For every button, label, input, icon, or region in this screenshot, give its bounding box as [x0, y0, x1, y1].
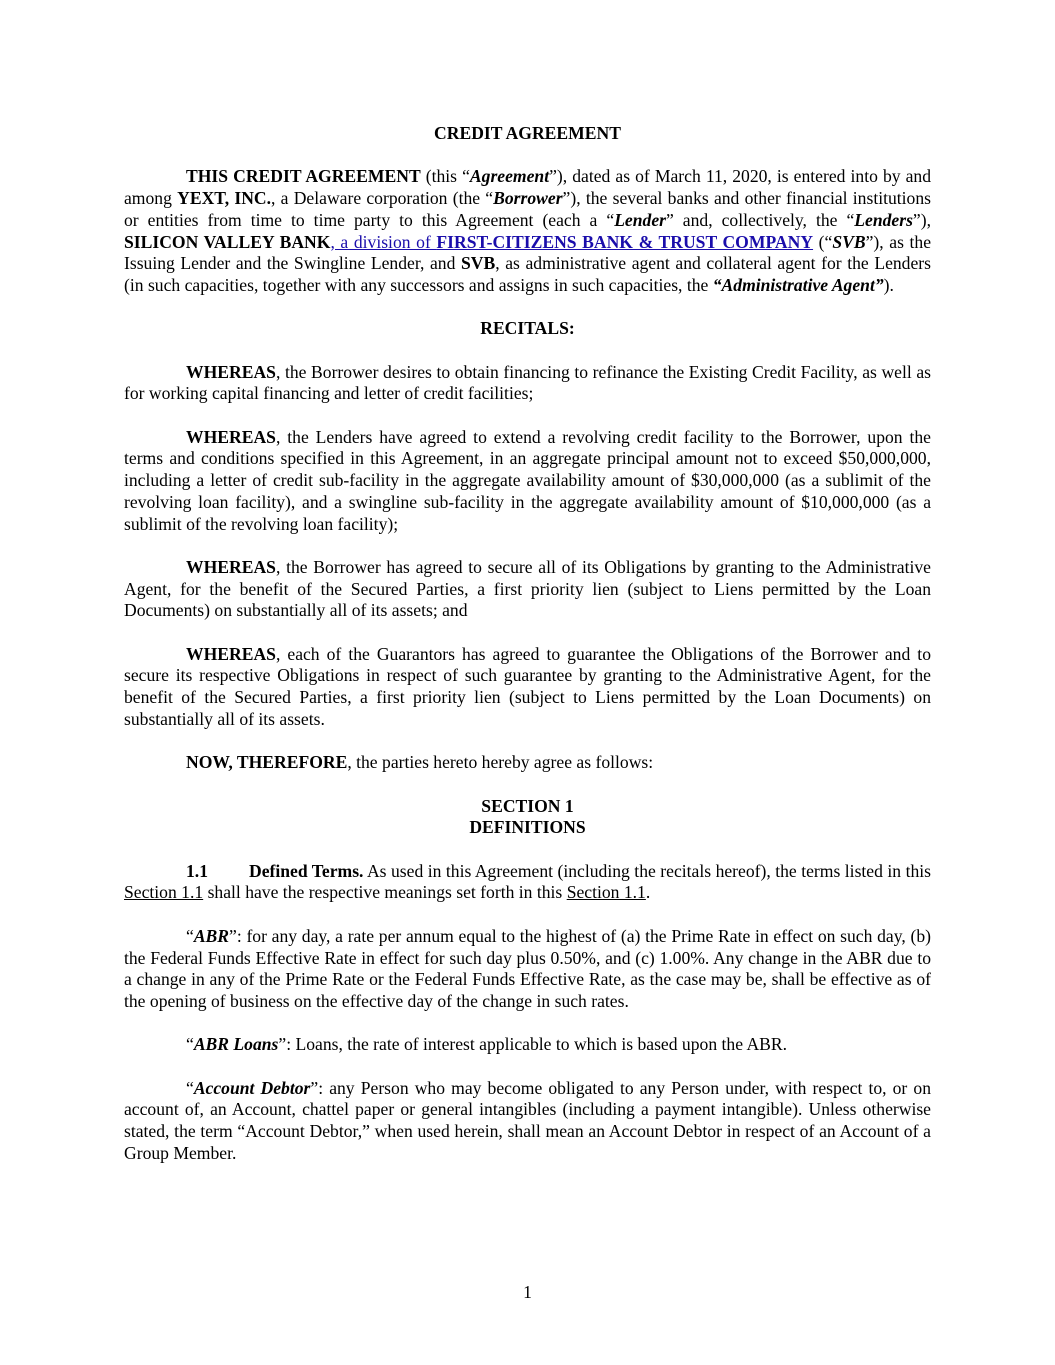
section-heading: SECTION 1 DEFINITIONS [469, 795, 586, 838]
definition-abr-loans: “ABR Loans”: Loans, the rate of interest applicable to which is based upon the ABR. [186, 1034, 788, 1055]
whereas-paragraph-4: WHEREAS, each of the Guarantors has agreed to guarantee the Obligations of the Borrower and to secure its respective Obligations in respect of such guarantee by granting to the Administrative Agent, for the benefit of the Secured Parties, a first priority lien (subject to Liens permitted by the Loan Documents) on substantially all of its assets. [124, 643, 931, 729]
document-title: CREDIT AGREEMENT [434, 123, 621, 143]
definition-abr: “ABR”: for any day, a rate per annum equal to the highest of (a) the Prime Rate in effect on such day, (b) the Federal Funds Effective Rate in effect for such day plus 0.50%, and (c) 1.00%. Any change in the ABR due to a change in any of the Prime Rate or the Federal Funds Effective Rate, as the case may be, shall be effective as of the opening of business on the effective day of the change in such rates. [124, 925, 931, 1011]
definition-account-debtor: “Account Debtor”: any Person who may become obligated to any Person under, with respect to, or on account of, an Account, chattel paper or general intangibles (including a payment intangible). Unless otherwise stated, the term “Account Debtor,” when used herein, shall mean an Account Debtor in respect of an Account of a Group Member. [124, 1077, 932, 1163]
defined-terms-paragraph: 1.1 Defined Terms. As used in this Agreement (including the recitals hereof), the terms listed in this Section 1.1 shall have the respective meanings set forth in this Section 1.1. [124, 860, 931, 903]
now-therefore-paragraph: NOW, THEREFORE, the parties hereto hereby agree as follows: [186, 752, 654, 773]
inserted-text-link[interactable]: , a division of FIRST-CITIZENS BANK & TRUST COMPANY [330, 231, 814, 252]
whereas-paragraph-3: WHEREAS, the Borrower has agreed to secure all of its Obligations by granting to the Administrative Agent, for the benefit of the Secured Parties, a first priority lien (subject to Liens permitted by the Loan Documents) on substantially all of its assets; and [124, 556, 931, 621]
section-reference: Section 1.1 [566, 882, 646, 903]
whereas-paragraph-2: WHEREAS, the Lenders have agreed to extend a revolving credit facility to the Borrower, upon the terms and conditions specified in this Agreement, in an aggregate principal amount not to exceed $50,000,000, including a letter of credit sub-facility in the aggregate availability amount of $30,000,000 (as a sublimit of the revolving loan facility), and a swingline sub-facility in the aggregate availability amount of $10,000,000 (as a sublimit of the revolving loan facility); [124, 426, 931, 534]
section-reference: Section 1.1 [124, 882, 204, 903]
whereas-paragraph-1: WHEREAS, the Borrower desires to obtain financing to refinance the Existing Credit Facility, as well as for working capital financing and letter of credit facilities; [124, 361, 931, 404]
recitals-heading: RECITALS: [480, 318, 575, 339]
page-number: 1 [523, 1282, 532, 1302]
intro-paragraph: THIS CREDIT AGREEMENT (this “Agreement”), dated as of March 11, 2020, is entered into by and among YEXT, INC., a Delaware corporation (the “Borrower”), the several banks and other financial institutions or entities from time to time party to this Agreement (each a “Lender” and, collectively, the “Lenders”), SILICON VALLEY BANK, a division of FIRST-CITIZENS BANK & TRUST COMPANY (“SVB”), as the Issuing Lender and the Swingline Lender, and SVB, as administrative agent and collateral agent for the Lenders (in such capacities, together with any successors and assigns in such capacities, the “Administrative Agent”). [124, 166, 932, 295]
